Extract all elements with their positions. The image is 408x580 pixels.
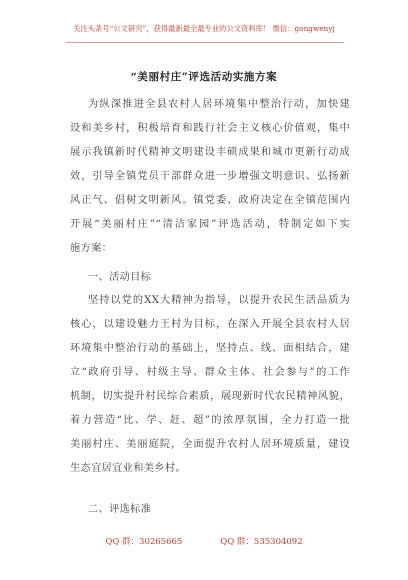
footer-qq-group-2: QQ 群：535304092	[220, 537, 303, 547]
intro-line: 效，引导全镇党员干部群众进一步增强文明意识、弘扬新	[70, 171, 350, 182]
header-banner: 关注头条号“公文研究”，获得最新最全最专业的公文资料库！ 微信：gongwenyj	[73, 24, 335, 33]
intro-line: 开展“美丽村庄”“清洁家园”评选活动，特制定如下实	[70, 219, 350, 230]
intro-line: 设和美乡村，积极培育和践行社会主义核心价值观，集中	[70, 123, 350, 134]
body-line: 核心，以建设魅力王村为目标，在深入开展全县农村人居	[70, 319, 350, 330]
intro-line: 为纵深推进全县农村人居环境集中整治行动，加快建	[88, 99, 350, 110]
body-line: 着力营造“比、学、赶、超”的浓厚氛围，全力打造一批	[70, 415, 350, 426]
body-line: 坚持以党的XX大精神为指导，以提升农民生活品质为	[88, 295, 350, 306]
body-line: 生态宜居宜业和美乡村。	[70, 463, 186, 474]
document-title: “美丽村庄”评选活动实施方案	[130, 71, 278, 83]
header-divider	[66, 42, 344, 43]
intro-line: 风正气、倡树文明新风。镇党委、政府决定在全镇范围内	[70, 195, 350, 206]
intro-line: 施方案：	[70, 243, 113, 254]
footer-qq-group-1: QQ 群：30265665	[105, 537, 183, 547]
footer	[0, 535, 408, 547]
intro-line: 展示我镇新时代精神文明建设丰硕成果和城市更新行动成	[70, 147, 350, 158]
section-heading: 二、评选标准	[88, 504, 152, 515]
section-heading: 一、活动目标	[88, 272, 152, 283]
body-line: 立“政府引导、村级主导、群众主体、社会参与”的工作	[70, 367, 350, 378]
body-line: 环境集中整治行动的基础上，坚持点、线、面相结合，建	[70, 343, 350, 354]
body-line: 美丽村庄、美丽庭院，全面提升农村人居环境质量，建设	[70, 439, 350, 450]
body-line: 机制，切实提升村民综合素质，展现新时代农民精神风貌，	[70, 391, 350, 402]
